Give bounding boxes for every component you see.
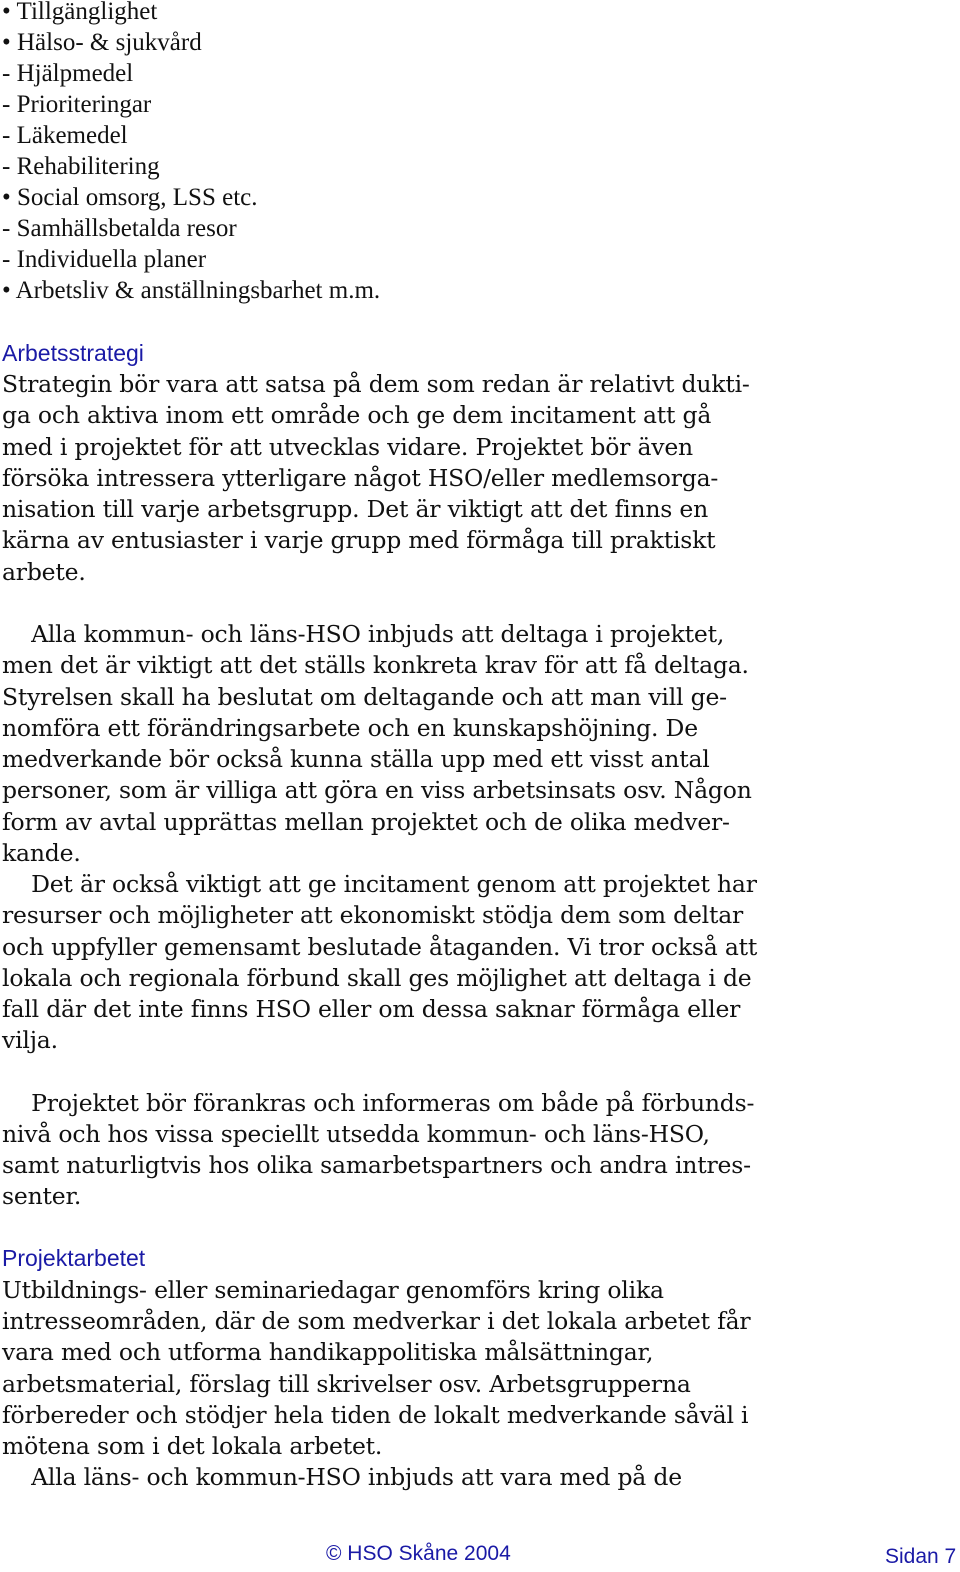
text-line: Alla läns- och kommun-HSO inbjuds att vara med på de [2, 1463, 682, 1491]
text-line: mötena som i det lokala arbetet. [2, 1432, 383, 1460]
text-line: kärna av entusiaster i varje grupp med förmåga till praktiskt [2, 526, 716, 554]
text-line: kande. [2, 839, 81, 867]
text-line: fall där det inte finns HSO eller om dessa saknar förmåga eller [2, 995, 741, 1023]
list-item: - Rehabilitering [2, 153, 160, 180]
list-item: - Läkemedel [2, 122, 128, 149]
list-item: - Hjälpmedel [2, 60, 134, 87]
text-line: personer, som är villiga att göra en viss arbetsinsats osv. Någon [2, 776, 752, 804]
list-item: - Individuella planer [2, 246, 207, 273]
text-line: lokala och regionala förbund skall ges möjlighet att deltaga i de [2, 964, 752, 992]
text-line: Det är också viktigt att ge incitament genom att projektet har [2, 870, 757, 898]
list-item: • Hälso- & sjukvård [2, 29, 202, 56]
section-heading-arbetsstrategi: Arbetsstrategi [2, 340, 144, 366]
text-line: samt naturligtvis hos olika samarbetspartners och andra intres- [2, 1151, 751, 1179]
text-line: medverkande bör också kunna ställa upp med ett visst antal [2, 745, 710, 773]
text-line: nisation till varje arbetsgrupp. Det är viktigt att det finns en [2, 495, 709, 523]
list-item: • Social omsorg, LSS etc. [2, 184, 258, 211]
text-line: och uppfyller gemensamt beslutade åtaganden. Vi tror också att [2, 933, 758, 961]
text-line: Projektet bör förankras och informeras om både på förbunds- [2, 1089, 755, 1117]
text-line: förbereder och stödjer hela tiden de lokalt medverkande såväl i [2, 1401, 749, 1429]
list-item: • Tillgänglighet [2, 0, 158, 25]
text-line: Strategin bör vara att satsa på dem som redan är relativt dukti- [2, 370, 750, 398]
text-line: arbetsmaterial, förslag till skrivelser osv. Arbetsgrupperna [2, 1370, 691, 1398]
section-heading-projektarbetet: Projektarbetet [2, 1245, 146, 1271]
text-line: försöka intressera ytterligare något HSO/eller medlemsorga- [2, 464, 719, 492]
footer-page-number: Sidan 7 [885, 1545, 957, 1568]
list-item: - Samhällsbetalda resor [2, 215, 237, 242]
text-line: Alla kommun- och läns-HSO inbjuds att deltaga i projektet, [2, 620, 725, 648]
text-line: med i projektet för att utvecklas vidare. Projektet bör även [2, 433, 693, 461]
list-item: • Arbetsliv & anställningsbarhet m.m. [2, 277, 381, 304]
footer-copyright: © HSO Skåne 2004 [326, 1542, 511, 1565]
text-line: Utbildnings- eller seminariedagar genomförs kring olika [2, 1276, 664, 1304]
text-line: arbete. [2, 558, 86, 586]
text-line: men det är viktigt att det ställs konkreta krav för att få deltaga. [2, 651, 749, 679]
text-line: Styrelsen skall ha beslutat om deltagande och att man vill ge- [2, 683, 727, 711]
text-line: ga och aktiva inom ett område och ge dem incitament att gå [2, 401, 712, 429]
text-line: vilja. [2, 1026, 58, 1054]
text-line: nomföra ett förändringsarbete och en kunskapshöjning. De [2, 714, 698, 742]
text-line: form av avtal upprättas mellan projektet och de olika medver- [2, 808, 730, 836]
text-line: intresseområden, där de som medverkar i det lokala arbetet får [2, 1307, 751, 1335]
text-line: vara med och utforma handikappolitiska målsättningar, [2, 1338, 654, 1366]
text-line: senter. [2, 1182, 82, 1210]
text-line: resurser och möjligheter att ekonomiskt stödja dem som deltar [2, 901, 744, 929]
list-item: - Prioriteringar [2, 91, 152, 118]
text-line: nivå och hos vissa speciellt utsedda kommun- och läns-HSO, [2, 1120, 710, 1148]
